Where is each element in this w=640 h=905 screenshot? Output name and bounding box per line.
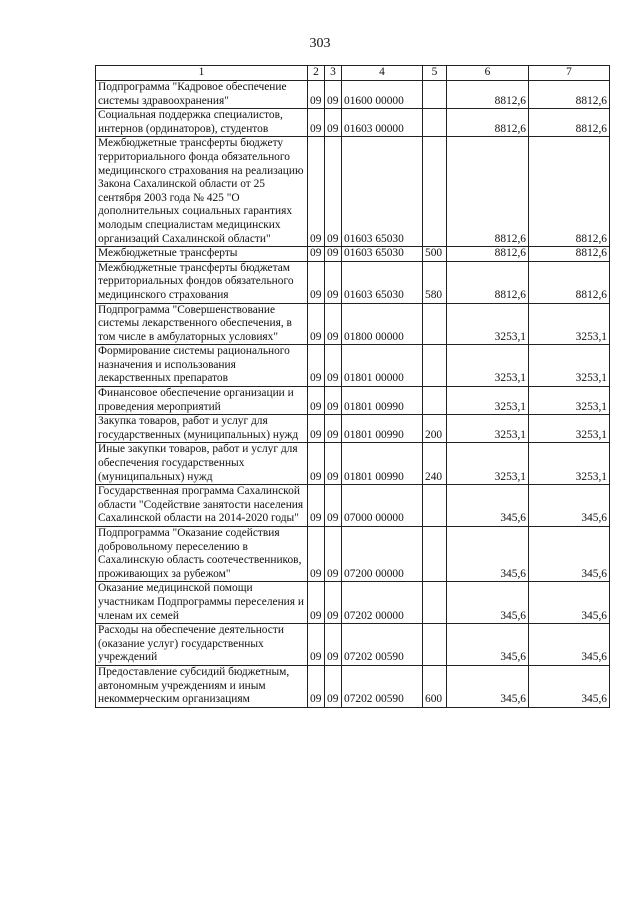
table-row [96, 137, 610, 247]
row-target-article: 01603 65030 [342, 247, 423, 262]
row-target-article: 01801 00990 [342, 387, 423, 415]
row-subsection: 09 [325, 81, 342, 109]
col-header-2: 2 [308, 66, 325, 81]
row-section: 09 [308, 415, 325, 443]
row-name: Иные закупки товаров, работ и услуг для обеспечения государственных (муниципальных) нужд [96, 443, 308, 485]
row-amount-2: 8812,6 [529, 109, 610, 137]
row-expense-type [423, 137, 447, 247]
row-amount-1: 8812,6 [447, 109, 529, 137]
row-amount-1: 345,6 [447, 582, 529, 624]
row-section: 09 [308, 81, 325, 109]
page-number: 303 [309, 36, 331, 51]
row-target-article: 01603 00000 [342, 109, 423, 137]
row-name: Межбюджетные трансферты бюджетам территориальных фондов обязательного медицинского страхования [96, 261, 308, 303]
row-target-article: 07200 00000 [342, 527, 423, 582]
row-expense-type [423, 303, 447, 345]
row-target-article: 07202 00000 [342, 582, 423, 624]
row-target-article: 01800 00000 [342, 303, 423, 345]
row-expense-type [423, 527, 447, 582]
row-target-article: 07202 00590 [342, 665, 423, 707]
row-target-article: 07000 00000 [342, 485, 423, 527]
row-name: Финансовое обеспечение организации и проведения мероприятий [96, 387, 308, 415]
row-name: Расходы на обеспечение деятельности (оказание услуг) государственных учреждений [96, 624, 308, 666]
table-row [96, 624, 610, 666]
row-amount-2: 8812,6 [529, 81, 610, 109]
row-amount-2: 3253,1 [529, 387, 610, 415]
row-amount-1: 8812,6 [447, 137, 529, 247]
row-section: 09 [308, 485, 325, 527]
table-row [96, 109, 610, 137]
row-section: 09 [308, 137, 325, 247]
row-subsection: 09 [325, 345, 342, 387]
col-header-6: 6 [447, 66, 529, 81]
table-row [96, 582, 610, 624]
row-subsection: 09 [325, 247, 342, 262]
row-section: 09 [308, 303, 325, 345]
budget-table [95, 65, 610, 708]
row-name: Государственная программа Сахалинской области "Содействие занятости населения Сахалинской области на 2014-2020 годы" [96, 485, 308, 527]
row-amount-1: 3253,1 [447, 443, 529, 485]
row-expense-type [423, 582, 447, 624]
table-row [96, 345, 610, 387]
row-section: 09 [308, 624, 325, 666]
table-row [96, 443, 610, 485]
table-row [96, 415, 610, 443]
row-name: Межбюджетные трансферты бюджету территориального фонда обязательного медицинского страхования на реализацию Закона Сахалинской области от 25 сентября 2003 года № 425 "О дополнительных социальных гарантиях молодым специалистам медицинских организаций Сахалинской области" [96, 137, 308, 247]
row-amount-2: 3253,1 [529, 443, 610, 485]
row-section: 09 [308, 261, 325, 303]
row-name: Подпрограмма "Оказание содействия добровольному переселению в Сахалинскую область соотечественников, проживающих за рубежом" [96, 527, 308, 582]
row-name: Предоставление субсидий бюджетным, автономным учреждениям и иным некоммерческим организациям [96, 665, 308, 707]
row-subsection: 09 [325, 527, 342, 582]
row-subsection: 09 [325, 415, 342, 443]
col-header-4: 4 [342, 66, 423, 81]
row-amount-1: 345,6 [447, 665, 529, 707]
table-row [96, 261, 610, 303]
table-row [96, 247, 610, 262]
row-amount-1: 345,6 [447, 624, 529, 666]
row-name: Закупка товаров, работ и услуг для государственных (муниципальных) нужд [96, 415, 308, 443]
row-amount-1: 345,6 [447, 527, 529, 582]
row-subsection: 09 [325, 485, 342, 527]
col-header-5: 5 [423, 66, 447, 81]
row-section: 09 [308, 582, 325, 624]
row-subsection: 09 [325, 443, 342, 485]
row-subsection: 09 [325, 261, 342, 303]
row-subsection: 09 [325, 387, 342, 415]
row-amount-2: 345,6 [529, 527, 610, 582]
row-expense-type [423, 387, 447, 415]
row-target-article: 01801 00990 [342, 415, 423, 443]
row-target-article: 01603 65030 [342, 137, 423, 247]
row-section: 09 [308, 665, 325, 707]
row-section: 09 [308, 109, 325, 137]
header-row [96, 66, 610, 81]
row-expense-type: 600 [423, 665, 447, 707]
row-amount-1: 3253,1 [447, 415, 529, 443]
row-expense-type: 500 [423, 247, 447, 262]
row-amount-2: 345,6 [529, 624, 610, 666]
table-row [96, 303, 610, 345]
row-amount-2: 3253,1 [529, 303, 610, 345]
row-subsection: 09 [325, 624, 342, 666]
row-amount-1: 8812,6 [447, 81, 529, 109]
row-expense-type [423, 485, 447, 527]
row-amount-2: 345,6 [529, 485, 610, 527]
row-name: Межбюджетные трансферты [96, 247, 308, 262]
row-target-article: 01801 00990 [342, 443, 423, 485]
row-amount-1: 3253,1 [447, 387, 529, 415]
col-header-3: 3 [325, 66, 342, 81]
table-row [96, 387, 610, 415]
row-subsection: 09 [325, 137, 342, 247]
row-expense-type [423, 81, 447, 109]
row-expense-type [423, 345, 447, 387]
row-expense-type: 240 [423, 443, 447, 485]
row-amount-2: 8812,6 [529, 247, 610, 262]
row-subsection: 09 [325, 303, 342, 345]
row-target-article: 07202 00590 [342, 624, 423, 666]
table-row [96, 81, 610, 109]
row-amount-1: 345,6 [447, 485, 529, 527]
row-target-article: 01603 65030 [342, 261, 423, 303]
row-name: Формирование системы рационального назначения и использования лекарственных препаратов [96, 345, 308, 387]
row-expense-type [423, 624, 447, 666]
row-amount-2: 345,6 [529, 582, 610, 624]
table-row [96, 665, 610, 707]
col-header-7: 7 [529, 66, 610, 81]
row-expense-type: 580 [423, 261, 447, 303]
table-row [96, 527, 610, 582]
row-amount-1: 8812,6 [447, 247, 529, 262]
row-amount-2: 8812,6 [529, 261, 610, 303]
row-subsection: 09 [325, 665, 342, 707]
row-subsection: 09 [325, 109, 342, 137]
row-subsection: 09 [325, 582, 342, 624]
row-expense-type [423, 109, 447, 137]
row-amount-2: 3253,1 [529, 345, 610, 387]
row-amount-1: 8812,6 [447, 261, 529, 303]
table-row [96, 485, 610, 527]
row-amount-1: 3253,1 [447, 303, 529, 345]
row-name: Оказание медицинской помощи участникам Подпрограммы переселения и членам их семей [96, 582, 308, 624]
row-amount-2: 345,6 [529, 665, 610, 707]
row-name: Социальная поддержка специалистов, интернов (ординаторов), студентов [96, 109, 308, 137]
row-target-article: 01600 00000 [342, 81, 423, 109]
row-amount-2: 3253,1 [529, 415, 610, 443]
row-section: 09 [308, 345, 325, 387]
row-section: 09 [308, 443, 325, 485]
row-section: 09 [308, 527, 325, 582]
col-header-1: 1 [96, 66, 308, 81]
row-target-article: 01801 00000 [342, 345, 423, 387]
row-name: Подпрограмма "Кадровое обеспечение системы здравоохранения" [96, 81, 308, 109]
row-amount-1: 3253,1 [447, 345, 529, 387]
row-name: Подпрограмма "Совершенствование системы лекарственного обеспечения, в том числе в амбулаторных условиях" [96, 303, 308, 345]
row-section: 09 [308, 387, 325, 415]
row-section: 09 [308, 247, 325, 262]
row-amount-2: 8812,6 [529, 137, 610, 247]
row-expense-type: 200 [423, 415, 447, 443]
